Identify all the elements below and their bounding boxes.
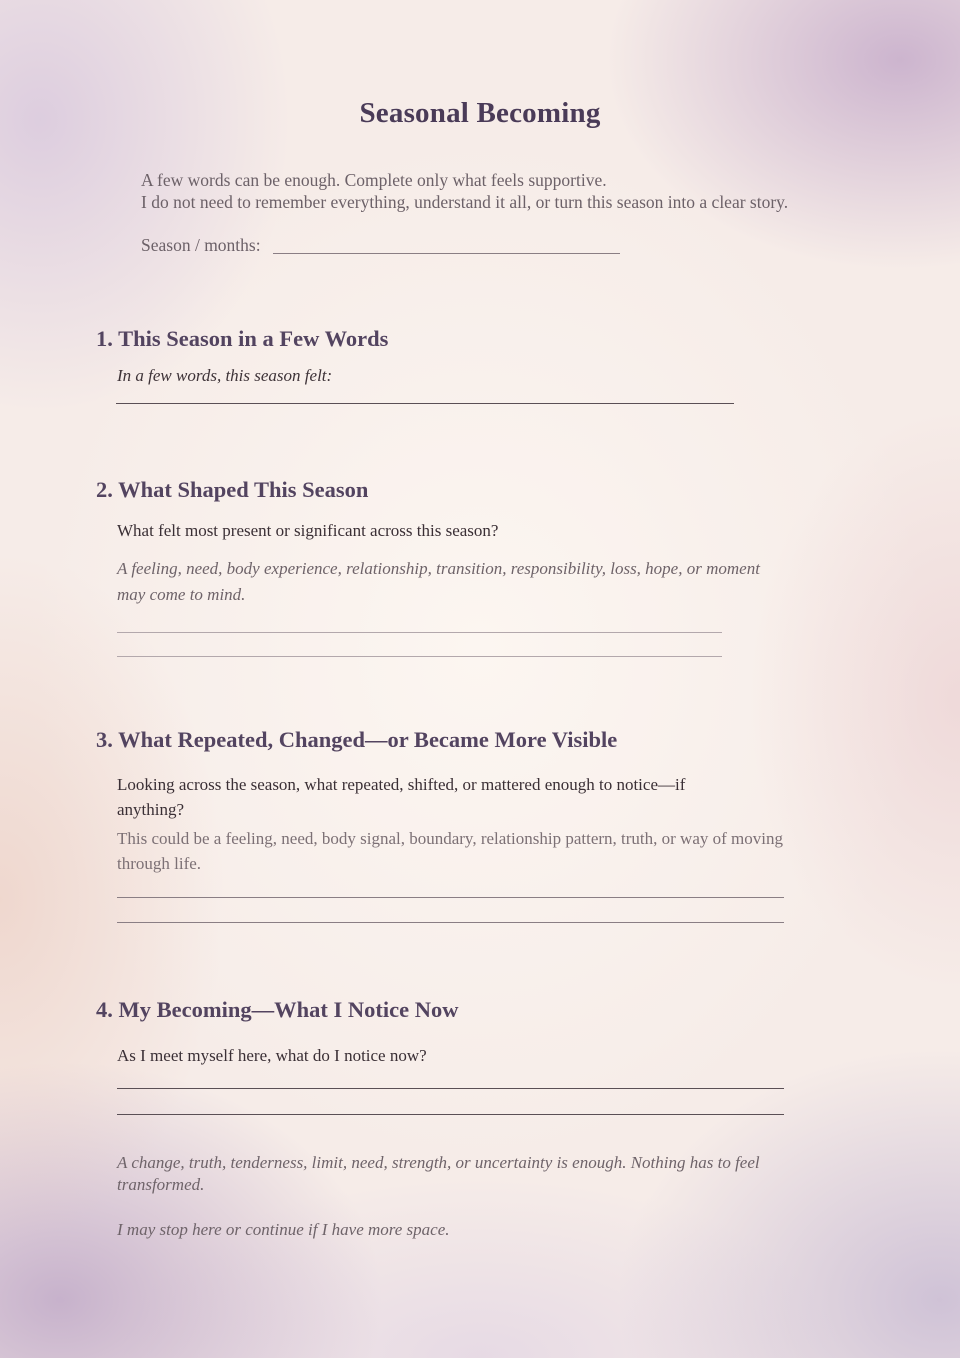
intro-line-1: A few words can be enough. Complete only what feels supportive.: [141, 170, 607, 190]
section-2-answer-line-2[interactable]: [117, 656, 722, 657]
section-4-prompt: As I meet myself here, what do I notice now?: [117, 1046, 427, 1065]
section-2-hint: A feeling, need, body experience, relationship, transition, responsibility, loss, hope, or moment may come to mind.: [117, 559, 760, 604]
section-2-heading: 2. What Shaped This Season: [96, 477, 369, 502]
section-2-prompt: What felt most present or significant across this season?: [117, 521, 499, 540]
closing-note-2: I may stop here or continue if I have more space.: [117, 1220, 450, 1239]
intro-line-2: I do not need to remember everything, understand it all, or turn this season into a clear story.: [141, 192, 789, 212]
section-4-heading: 4. My Becoming—What I Notice Now: [96, 997, 459, 1022]
page-title: Seasonal Becoming: [359, 97, 601, 129]
section-2-answer-line-1[interactable]: [117, 632, 722, 633]
season-months-field[interactable]: [273, 253, 620, 254]
section-3-prompt: Looking across the season, what repeated, shifted, or mattered enough to notice—if anything?: [117, 775, 686, 819]
section-1-heading: 1. This Season in a Few Words: [96, 326, 389, 351]
section-4-answer-line-1[interactable]: [117, 1088, 784, 1089]
section-1-prompt: In a few words, this season felt:: [117, 366, 333, 385]
section-3-heading: 3. What Repeated, Changed—or Became More Visible: [96, 727, 618, 752]
season-months-label: Season / months:: [141, 235, 261, 255]
section-3-answer-line-2[interactable]: [117, 922, 784, 923]
section-3-answer-line-1[interactable]: [117, 897, 784, 898]
closing-note-1: A change, truth, tenderness, limit, need, strength, or uncertainty is enough. Nothing has to feel transformed.: [117, 1153, 760, 1194]
section-3-hint: This could be a feeling, need, body signal, boundary, relationship pattern, truth, or way of moving through life.: [117, 829, 783, 873]
section-4-answer-line-2[interactable]: [117, 1114, 784, 1115]
section-1-answer-line[interactable]: [116, 403, 734, 404]
